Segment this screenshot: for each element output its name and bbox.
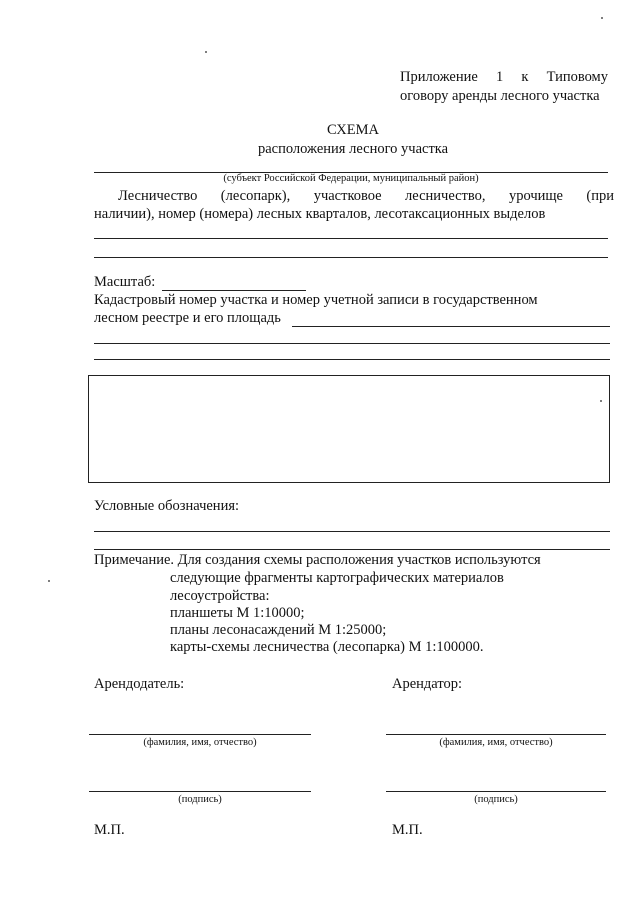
note-line-1: Примечание. Для создания схемы расположения участков используются xyxy=(94,552,541,568)
note-line-2: следующие фрагменты картографических материалов xyxy=(170,570,504,586)
title-sub: расположения лесного участка xyxy=(257,141,449,157)
cadastral-extra-line-1 xyxy=(94,343,610,344)
lessee-sign-caption: (подпись) xyxy=(474,794,518,805)
appendix-line-1: Приложение 1 к Типовому xyxy=(400,69,608,85)
lessee-sign-line xyxy=(386,791,606,792)
lessor-name-line xyxy=(89,734,311,735)
note-line-4: планшеты М 1:10000; xyxy=(170,605,305,621)
note-line-3: лесоустройства: xyxy=(170,588,270,604)
lessor-stamp: М.П. xyxy=(94,822,125,838)
note-line-6: карты-схемы лесничества (лесопарка) М 1:100000. xyxy=(170,639,484,655)
title-main: СХЕМА xyxy=(327,122,379,138)
scheme-drawing-area xyxy=(88,375,610,483)
lessee-name-line xyxy=(386,734,606,735)
scan-speck xyxy=(48,580,50,582)
lessee-stamp: М.П. xyxy=(392,822,423,838)
cadastral-line-2: лесном реестре и его площадь xyxy=(94,310,281,326)
cadastral-blank-line xyxy=(292,326,610,327)
lessee-name-caption: (фамилия, имя, отчество) xyxy=(439,737,553,748)
forestry-line-2: наличии), номер (номера) лесных кварталов, лесотаксационных выделов xyxy=(94,206,546,222)
forestry-blank-line-1 xyxy=(94,238,608,239)
note-line-5: планы лесонасаждений М 1:25000; xyxy=(170,622,387,638)
lessee-label: Арендатор: xyxy=(392,676,463,692)
legend-blank-line-2 xyxy=(94,549,610,550)
lessor-name-caption: (фамилия, имя, отчество) xyxy=(143,737,257,748)
lessor-sign-line xyxy=(89,791,311,792)
scan-speck xyxy=(601,17,603,19)
cadastral-extra-line-2 xyxy=(94,359,610,360)
scan-speck xyxy=(205,51,207,53)
lessor-label: Арендодатель: xyxy=(94,676,185,692)
cadastral-line-1: Кадастровый номер участка и номер учетной записи в государственном xyxy=(94,292,538,308)
forestry-blank-line-2 xyxy=(94,257,608,258)
appendix-line-2: оговору аренды лесного участка xyxy=(400,88,600,104)
subject-caption: (субъект Российской Федерации, муниципальный район) xyxy=(223,173,479,184)
forestry-line-1: Лесничество (лесопарк), участковое лесничество, урочище (при xyxy=(118,188,614,204)
lessor-sign-caption: (подпись) xyxy=(178,794,222,805)
legend-blank-line-1 xyxy=(94,531,610,532)
scale-label: Масштаб: xyxy=(94,274,156,290)
legend-label: Условные обозначения: xyxy=(94,498,240,514)
scale-blank-line xyxy=(162,290,306,291)
